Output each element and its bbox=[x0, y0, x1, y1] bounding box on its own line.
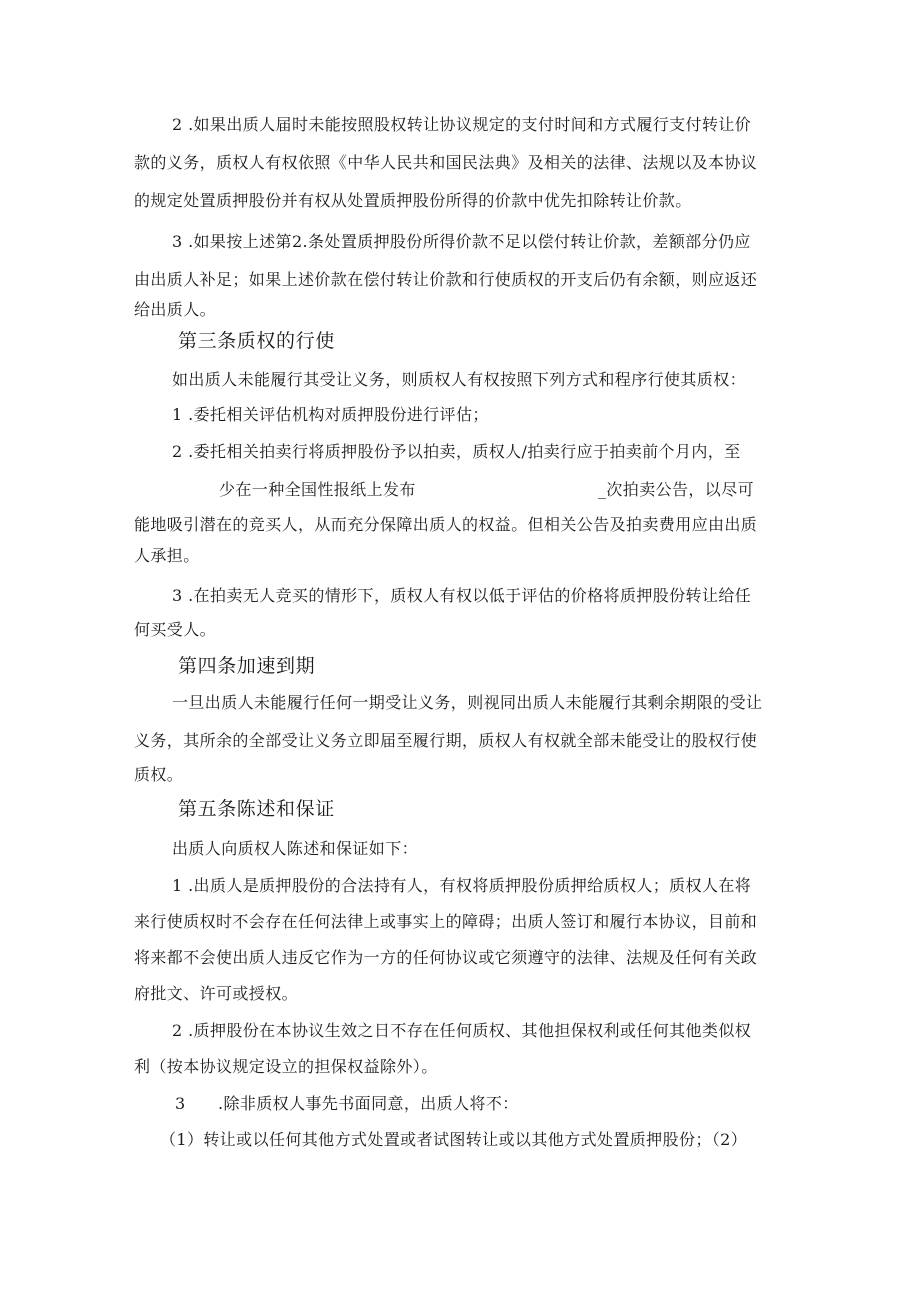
paragraph-line: 1 .委托相关评估机构对质押股份进行评估； bbox=[172, 405, 489, 424]
paragraph-line: 3 .如果按上述第2.条处置质押股份所得价款不足以偿付转让价款，差额部分仍应 bbox=[172, 232, 751, 251]
paragraph-line: 1 .出质人是质押股份的合法持有人，有权将质押股份质押给质权人；质权人在将 bbox=[172, 876, 752, 895]
paragraph-line: （1）转让或以任何其他方式处置或者试图转让或以其他方式处置质押股份；（2） bbox=[160, 1130, 748, 1149]
paragraph-line: 的规定处置质押股份并有权从处置质押股份所得的价款中优先扣除转让价款。 bbox=[134, 191, 692, 210]
paragraph-line: 利（按本协议规定设立的担保权益除外）。 bbox=[134, 1057, 438, 1076]
paragraph-line: 人承担。 bbox=[134, 546, 200, 565]
paragraph-line: 质权。 bbox=[134, 765, 184, 784]
paragraph-line: 2 .委托相关拍卖行将质押股份予以拍卖，质权人/拍卖行应于拍卖前个月内，至 bbox=[172, 442, 741, 461]
paragraph-line: 少在一种全国性报纸上发布 bbox=[219, 480, 416, 499]
section-heading: 第三条质权的行使 bbox=[178, 330, 335, 352]
paragraph-line: 将来都不会使出质人违反它作为一方的任何协议或它须遵守的法律、法规及任何有关政 bbox=[134, 948, 758, 967]
paragraph-line: 一旦出质人未能履行任何一期受让义务，则视同出质人未能履行其剩余期限的受让 bbox=[172, 693, 763, 712]
section-heading: 第五条陈述和保证 bbox=[178, 798, 335, 820]
paragraph-line: 义务，其所余的全部受让义务立即届至履行期，质权人有权就全部未能受让的股权行使 bbox=[134, 731, 758, 750]
paragraph-line: 由出质人补足；如果上述价款在偿付转让价款和行使质权的开支后仍有余额，则应返还 bbox=[134, 270, 758, 289]
paragraph-line: 款的义务，质权人有权依照《中华人民共和国民法典》及相关的法律、法规以及本协议 bbox=[134, 153, 758, 172]
section-heading: 第四条加速到期 bbox=[178, 655, 316, 677]
list-number: 3 bbox=[175, 1094, 186, 1113]
paragraph-line: 3 .在拍卖无人竞买的情形下，质权人有权以低于评估的价格将质押股份转让给任 bbox=[172, 586, 752, 605]
paragraph-line: 何买受人。 bbox=[134, 620, 217, 639]
paragraph-line: 府批文、许可或授权。 bbox=[134, 984, 299, 1003]
paragraph-line: 出质人向质权人陈述和保证如下： bbox=[172, 839, 419, 858]
paragraph-line: 2 .质押股份在本协议生效之日不存在任何质权、其他担保权利或任何其他类似权 bbox=[172, 1021, 752, 1040]
paragraph-line: .除非质权人事先书面同意，出质人将不： bbox=[218, 1094, 519, 1113]
paragraph-line: 如出质人未能履行其受让义务，则质权人有权按照下列方式和程序行使其质权： bbox=[172, 370, 747, 389]
paragraph-line: 能地吸引潜在的竞买人，从而充分保障出质人的权益。但相关公告及拍卖费用应由出质 bbox=[134, 515, 758, 534]
paragraph-line: 2 .如果出质人届时未能按照股权转让协议规定的支付时间和方式履行支付转让价 bbox=[172, 115, 752, 134]
paragraph-line: 给出质人。 bbox=[134, 300, 217, 319]
paragraph-line: _次拍卖公告，以尽可 bbox=[598, 480, 755, 499]
paragraph-line: 来行使质权时不会存在任何法律上或事实上的障碍；出质人签订和履行本协议，目前和 bbox=[134, 912, 758, 931]
